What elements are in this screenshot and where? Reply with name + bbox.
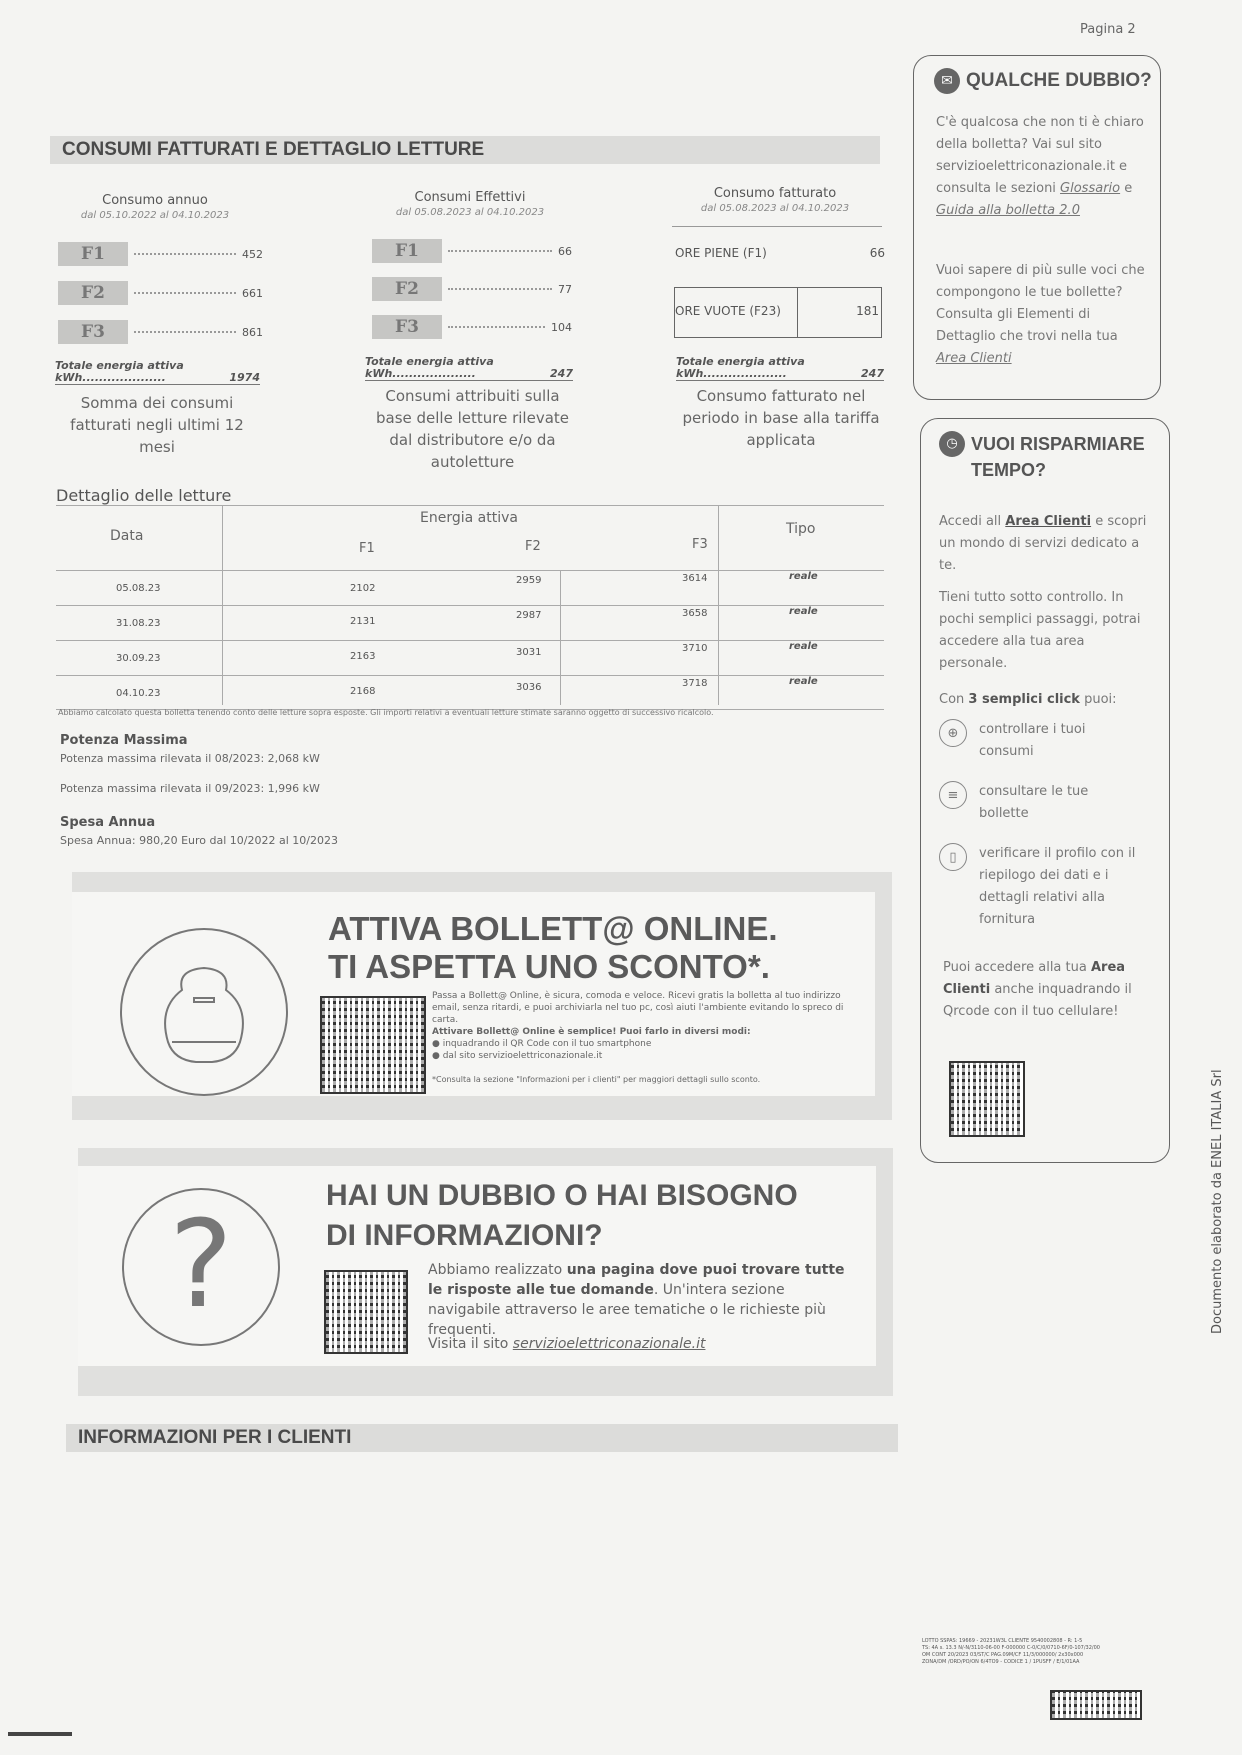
- bar-label: F2: [58, 281, 128, 305]
- annuo-total: [55, 360, 260, 385]
- cell-f2: 2959: [516, 575, 542, 586]
- total-value: 247: [861, 367, 884, 380]
- promo2-title-line2: DI INFORMAZIONI?: [326, 1219, 603, 1252]
- bullet-text: inquadrando il QR Code con il tuo smartphone: [442, 1039, 652, 1049]
- total-label: Totale energia attiva kWh....................: [676, 355, 805, 380]
- col-header-f1: F1: [359, 541, 375, 556]
- effettivi-bar-f2: [372, 277, 572, 301]
- total-label: Totale energia attiva kWh....................: [365, 355, 494, 380]
- p-text: e: [1120, 181, 1133, 196]
- fatturato-row-f1: [675, 246, 885, 260]
- bar-label: F1: [58, 242, 128, 266]
- total-value: 1974: [229, 371, 260, 384]
- side-note-text: Documento elaborato da ENEL ITALIA Srl: [1210, 1069, 1225, 1334]
- area-clienti-link[interactable]: Area Clienti: [936, 351, 1012, 366]
- body-bold: una pagina dove puoi trovare tutte le risposte alle tue domande: [428, 1262, 845, 1298]
- bar-label: F2: [372, 277, 442, 301]
- cell-f2: 2987: [516, 610, 542, 621]
- table-row: [56, 605, 884, 640]
- footer-code-line: TS: 4A s. 13.3 N/-N/3110-06-00 F-000000 C-0/C/0/0710-6F/0-107/32/00: [922, 1645, 1100, 1651]
- page-mark: [8, 1732, 72, 1736]
- profile-icon: ▯: [939, 843, 967, 871]
- promo1-bullet-1: ● inquadrando il QR Code con il tuo smartphone: [432, 1039, 652, 1049]
- total-label: Totale energia attiva kWh....................: [55, 359, 184, 384]
- row-value: 181: [856, 304, 879, 318]
- letture-rows: [56, 570, 884, 710]
- consumo-annuo-title: Consumo annuo: [102, 193, 208, 208]
- p-text: puoi:: [1079, 692, 1117, 707]
- promo-dubbio: [78, 1148, 893, 1396]
- effettivi-bar-f1: [372, 239, 572, 263]
- col-header-energia: Energia attiva: [420, 510, 518, 526]
- promo2-title: [326, 1176, 798, 1256]
- cell-data: 30.09.23: [116, 653, 161, 664]
- panel-risparmio-title: [971, 431, 1145, 483]
- letture-note: Abbiamo calcolato questa bolletta tenendo conto delle letture sopra esposte. Gli importi relativi a eventuali letture stimate saranno oggetto di successivo ricalcolo.: [58, 708, 714, 717]
- cell-data: 31.08.23: [116, 618, 161, 629]
- cell-f1: 2102: [350, 583, 376, 594]
- p-bold: 3 semplici click: [968, 692, 1080, 707]
- annuo-bar-f3: [58, 320, 263, 344]
- table-row: [56, 570, 884, 605]
- effettivi-total: [365, 356, 573, 381]
- cell-data: 05.08.23: [116, 583, 161, 594]
- consumi-effettivi-heading: [365, 190, 575, 218]
- footer-code-line: ZONA/DM /ORD/PO/ON 6/4TO9 - CODICE 1 / 1PUSFF / E/1/01AA: [922, 1659, 1080, 1665]
- bar-value: 661: [242, 286, 263, 300]
- cell-f1: 2163: [350, 651, 376, 662]
- footer-code-line: LOTTO SSPAS: 19669 - 20231W3L CLIENTE 9540002808 - R: 1-5: [922, 1638, 1083, 1644]
- qr-code[interactable]: [320, 996, 426, 1094]
- cell-f3: 3718: [682, 678, 708, 689]
- consumo-fatturato-period: dal 05.08.2023 al 04.10.2023: [700, 203, 850, 214]
- potenza-line-2: Potenza massima rilevata il 09/2023: 1,996 kW: [60, 782, 320, 795]
- row-label: ORE PIENE (F1): [675, 246, 767, 260]
- bar-value: 66: [558, 244, 572, 258]
- bar-label: F3: [58, 320, 128, 344]
- glossario-link[interactable]: Glossario: [1060, 181, 1121, 196]
- risparmio-p4: [943, 957, 1153, 1023]
- cell-tipo: reale: [789, 571, 818, 582]
- promo-bollett-online: [72, 872, 892, 1120]
- item-text: consultare le tue bollette: [979, 784, 1089, 821]
- page-number: Pagina 2: [1080, 22, 1136, 37]
- promo1-title: [328, 910, 778, 986]
- p-text: anche inquadrando il Qrcode con il tuo cellulare!: [943, 982, 1132, 1019]
- total-value: 247: [550, 367, 573, 380]
- item-text: controllare i tuoi consumi: [979, 722, 1086, 759]
- panel-qualche-dubbio: [913, 55, 1161, 400]
- letture-title: Dettaglio delle letture: [56, 486, 232, 505]
- panel-risparmiare: [920, 418, 1170, 1163]
- p-text: Vuoi sapere di più sulle voci che compongono le tue bollette? Consulta gli Elementi di Dettaglio che trovi nella tua: [936, 263, 1145, 344]
- panel-risparmio-header: [939, 431, 1145, 483]
- cell-f3: 3658: [682, 608, 708, 619]
- promo2-title-line1: HAI UN DUBBIO O HAI BISOGNO: [326, 1179, 798, 1212]
- site-link[interactable]: servizioelettriconazionale.it: [512, 1336, 706, 1352]
- promo2-visit: [428, 1336, 705, 1352]
- consumo-annuo-heading: [55, 193, 255, 221]
- envelope-icon: ✉: [934, 68, 960, 94]
- piggy-bank-icon: [120, 928, 288, 1096]
- bar-label: F1: [372, 239, 442, 263]
- clock-icon: ◷: [939, 431, 965, 457]
- visit-text: Visita il sito: [428, 1336, 513, 1352]
- question-mark-icon: ?: [122, 1188, 280, 1346]
- fatturato-row-f23-box: [674, 287, 882, 338]
- promo2-body: [428, 1260, 848, 1340]
- annuo-bar-f2: [58, 281, 263, 305]
- panel-dubbio-title: QUALCHE DUBBIO?: [966, 70, 1152, 91]
- footer-codes: [922, 1638, 1192, 1666]
- panel-dubbio-p2: [936, 260, 1146, 370]
- p-text: e scopri un mondo di servizi dedicato a te.: [939, 514, 1147, 573]
- cell-tipo: reale: [789, 676, 818, 687]
- consumi-effettivi-title: Consumi Effettivi: [414, 190, 526, 205]
- body-text: Abbiamo realizzato: [428, 1262, 567, 1278]
- bar-value: 452: [242, 247, 263, 261]
- row-label: ORE VUOTE (F23): [675, 304, 781, 318]
- body-text: . Un'intera sezione navigabile attraverso le aree tematiche o le richieste più frequenti.: [428, 1282, 826, 1338]
- cell-f3: 3710: [682, 643, 708, 654]
- fatturato-desc: Consumo fatturato nel periodo in base alla tariffa applicata: [682, 387, 880, 449]
- p-text: C'è qualcosa che non ti è chiaro della bolletta? Vai sul sito servizioelettriconazionale.it e consulta le sezioni: [936, 115, 1144, 196]
- risparmio-p1: [939, 511, 1149, 577]
- panel-dubbio-header: [934, 68, 1152, 94]
- col-header-tipo: Tipo: [786, 521, 816, 537]
- risparmio-item-bollette: [939, 781, 1149, 825]
- promo1-text: Passa a Bollett@ Online, è sicura, comoda e veloce. Ricevi gratis la bolletta al tuo indirizzo email, senza ritardi, e puoi archiviarla nel tuo pc, così aiuti l'ambiente evitando lo spreco di carta.: [432, 991, 844, 1025]
- cell-tipo: reale: [789, 606, 818, 617]
- cell-f1: 2131: [350, 616, 376, 627]
- p-text: Puoi accedere alla tua: [943, 960, 1091, 975]
- barcode: [1050, 1690, 1142, 1720]
- guida-link[interactable]: Guida alla bolletta 2.0: [936, 203, 1080, 218]
- table-row: [56, 675, 884, 710]
- col-header-f2: F2: [525, 539, 541, 554]
- bar-value: 104: [551, 320, 572, 334]
- meter-icon: ⊕: [939, 719, 967, 747]
- col-header-data: Data: [110, 528, 144, 544]
- promo1-footnote: *Consulta la sezione "Informazioni per i clienti" per maggiori dettagli sullo sconto.: [432, 1075, 761, 1084]
- annuo-bar-f1: [58, 242, 263, 266]
- section-header-consumi: CONSUMI FATTURATI E DETTAGLIO LETTURE: [50, 136, 880, 164]
- potenza-title: Potenza Massima: [60, 733, 188, 748]
- spesa-title: Spesa Annua: [60, 815, 156, 830]
- p-text: Accedi all: [939, 514, 1006, 529]
- spesa-line: Spesa Annua: 980,20 Euro dal 10/2022 al 10/2023: [60, 834, 338, 847]
- risparmio-p3: [939, 689, 1149, 711]
- promo1-title-line1: ATTIVA BOLLETT@ ONLINE.: [328, 910, 778, 947]
- row-value: 66: [869, 246, 885, 260]
- title-line2: TEMPO?: [971, 460, 1046, 480]
- effettivi-bar-f3: [372, 315, 572, 339]
- p-text: Con: [939, 692, 969, 707]
- bar-value: 861: [242, 325, 263, 339]
- panel-dubbio-p1: [936, 112, 1146, 222]
- qr-code[interactable]: [324, 1270, 408, 1354]
- cell-f3: 3614: [682, 573, 708, 584]
- promo1-body: [432, 990, 852, 1086]
- area-clienti-bold: Area Clienti: [943, 960, 1126, 997]
- consumo-fatturato-heading: [665, 186, 885, 214]
- bar-value: 77: [558, 282, 572, 296]
- cell-f2: 3031: [516, 647, 542, 658]
- footer-code-line: OM CONT 20/2023 03/ST/C PAG.09M/CF 11/3/000000/ 2x30x000: [922, 1652, 1084, 1658]
- consumo-fatturato-title: Consumo fatturato: [713, 186, 837, 201]
- col-header-f3: F3: [692, 537, 708, 552]
- table-row: [56, 640, 884, 675]
- promo1-title-line2: TI ASPETTA UNO SCONTO*.: [328, 948, 770, 985]
- effettivi-desc: Consumi attribuiti sulla base delle letture rilevate dal distributore e/o da autoletture: [375, 387, 569, 471]
- qr-code[interactable]: [949, 1061, 1025, 1137]
- annuo-desc: Somma dei consumi fatturati negli ultimi 12 mesi: [70, 394, 244, 456]
- cell-data: 04.10.23: [116, 688, 161, 699]
- risparmio-item-profilo: [939, 843, 1149, 931]
- promo1-bullet-2: ● dal sito servizioelettriconazionale.it: [432, 1051, 603, 1061]
- consumi-effettivi-period: dal 05.08.2023 al 04.10.2023: [395, 207, 545, 218]
- fatturato-total: [676, 356, 884, 381]
- promo1-bold: Attivare Bollett@ Online è semplice! Puoi farlo in diversi modi:: [432, 1027, 751, 1037]
- cell-f1: 2168: [350, 686, 376, 697]
- cell-f2: 3036: [516, 682, 542, 693]
- potenza-line-1: Potenza massima rilevata il 08/2023: 2,068 kW: [60, 752, 320, 765]
- risparmio-item-consumi: [939, 719, 1149, 763]
- bullet-text: dal sito servizioelettriconazionale.it: [442, 1051, 603, 1061]
- title-line1: VUOI RISPARMIARE: [971, 434, 1145, 454]
- consumo-annuo-period: dal 05.10.2022 al 04.10.2023: [80, 210, 230, 221]
- bar-label: F3: [372, 315, 442, 339]
- item-text: verificare il profilo con il riepilogo dei dati e i dettagli relativi alla fornitura: [979, 846, 1136, 927]
- area-clienti-link[interactable]: Area Clienti: [1005, 514, 1092, 529]
- section-header-info: INFORMAZIONI PER I CLIENTI: [66, 1424, 898, 1452]
- risparmio-p2: Tieni tutto sotto controllo. In pochi semplici passaggi, potrai accedere alla tua area personale.: [939, 590, 1141, 671]
- cell-tipo: reale: [789, 641, 818, 652]
- bill-icon: ≡: [939, 781, 967, 809]
